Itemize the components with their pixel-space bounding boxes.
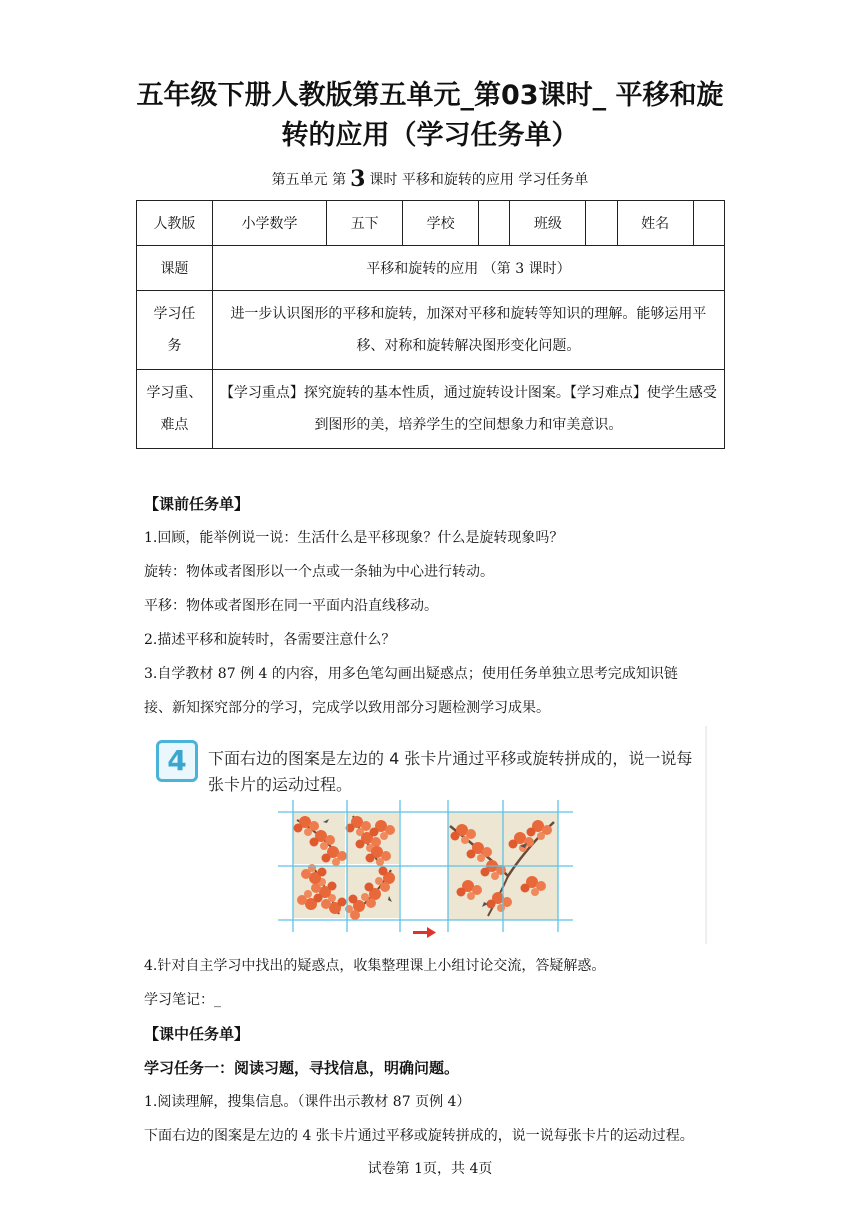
example-image [148,726,708,944]
table-row-keypoints [137,370,725,449]
cell-name-label: 姓名 [617,201,693,246]
left-card-4 [345,866,399,920]
cell-subject: 小学数学 [212,201,326,246]
reading-instruction: 1.阅读理解，搜集信息。（课件出示教材 87 页例 4） [144,1094,471,1110]
document-title-line2: 转的应用（学习任务单） [281,120,579,151]
cell-class-label: 班级 [510,201,586,246]
task-label-line1: 学习任 [153,306,196,322]
cell-class-value[interactable] [586,201,617,246]
subtitle-suffix: 课时 平移和旋转的应用 学习任务单 [369,172,589,188]
left-card-3 [293,864,347,918]
pre-question-2: 2.描述平移和旋转时，各需要注意什么？ [144,632,396,648]
rotation-definition: 旋转：物体或者图形以一个点或一条轴为中心进行转动。 [144,564,494,580]
key-label-line2: 难点 [160,417,189,433]
cell-key-label [137,370,213,449]
translation-definition: 平移：物体或者图形在同一平面内沿直线移动。 [144,598,438,614]
left-card-2 [346,812,400,866]
subtitle-prefix: 第五单元 第 [271,172,347,188]
table-row-topic [137,246,725,291]
document-title-line1: 五年级下册人教版第五单元_第03课时_ 平移和旋 [136,80,724,111]
problem-description: 下面右边的图案是左边的 4 张卡片通过平移或旋转拼成的，说一说每张卡片的运动过程。 [144,1128,694,1144]
info-table [136,200,725,449]
pre-question-3a: 3.自学教材 87 例 4 的内容，用多色笔勾画出疑惑点；使用任务单独立思考完成知识链 [144,666,678,682]
cell-task-label [137,291,213,370]
key-label-line1: 学习重、 [146,385,203,401]
pre-question-3b: 接、新知探究部分的学习，完成学以致用部分习题检测学习成果。 [144,700,550,716]
cell-topic-label: 课题 [137,246,213,291]
cell-name-value[interactable] [693,201,724,246]
arrow-icon [413,927,436,938]
task-one-heading: 学习任务一：阅读习题，寻找信息，明确问题。 [144,1059,460,1077]
cell-school-label: 学校 [403,201,479,246]
cell-grade: 五下 [327,201,403,246]
example-number-badge: 4 [156,740,198,782]
task-label-line2: 务 [167,338,182,354]
cell-topic-value: 平移和旋转的应用 （第 3 课时） [212,246,724,291]
subtitle-lesson-number: 3 [350,166,366,192]
pre-question-1: 1.回顾，能举例说一说：生活什么是平移现象？什么是旋转现象吗？ [144,530,564,546]
in-class-heading: 【课中任务单】 [144,1025,250,1043]
table-row-task [137,291,725,370]
cell-key-value: 【学习重点】探究旋转的基本性质，通过旋转设计图案。【学习难点】使学生感受到图形的美，培养学生的空间想象力和审美意识。 [212,370,724,449]
cell-task-value: 进一步认识图形的平移和旋转，加深对平移和旋转等知识的理解。能够运用平移、对称和旋转解决图形变化问题。 [212,291,724,370]
pre-question-4: 4.针对自主学习中找出的疑惑点，收集整理课上小组讨论交流，答疑解惑。 [144,958,606,974]
pre-task-heading: 【课前任务单】 [144,495,250,513]
cell-publisher: 人教版 [137,201,213,246]
document-subtitle [0,166,860,192]
example-4-figure [148,726,708,944]
cell-school-value[interactable] [479,201,510,246]
table-row-header [137,201,725,246]
page-footer: 试卷第 1页，共 4页 [367,1161,493,1177]
left-card-1 [293,812,347,866]
example-text: 下面右边的图案是左边的 4 张卡片通过平移或旋转拼成的，说一说每张卡片的运动过程。 [208,749,693,794]
study-notes: 学习笔记：_ [144,992,221,1008]
